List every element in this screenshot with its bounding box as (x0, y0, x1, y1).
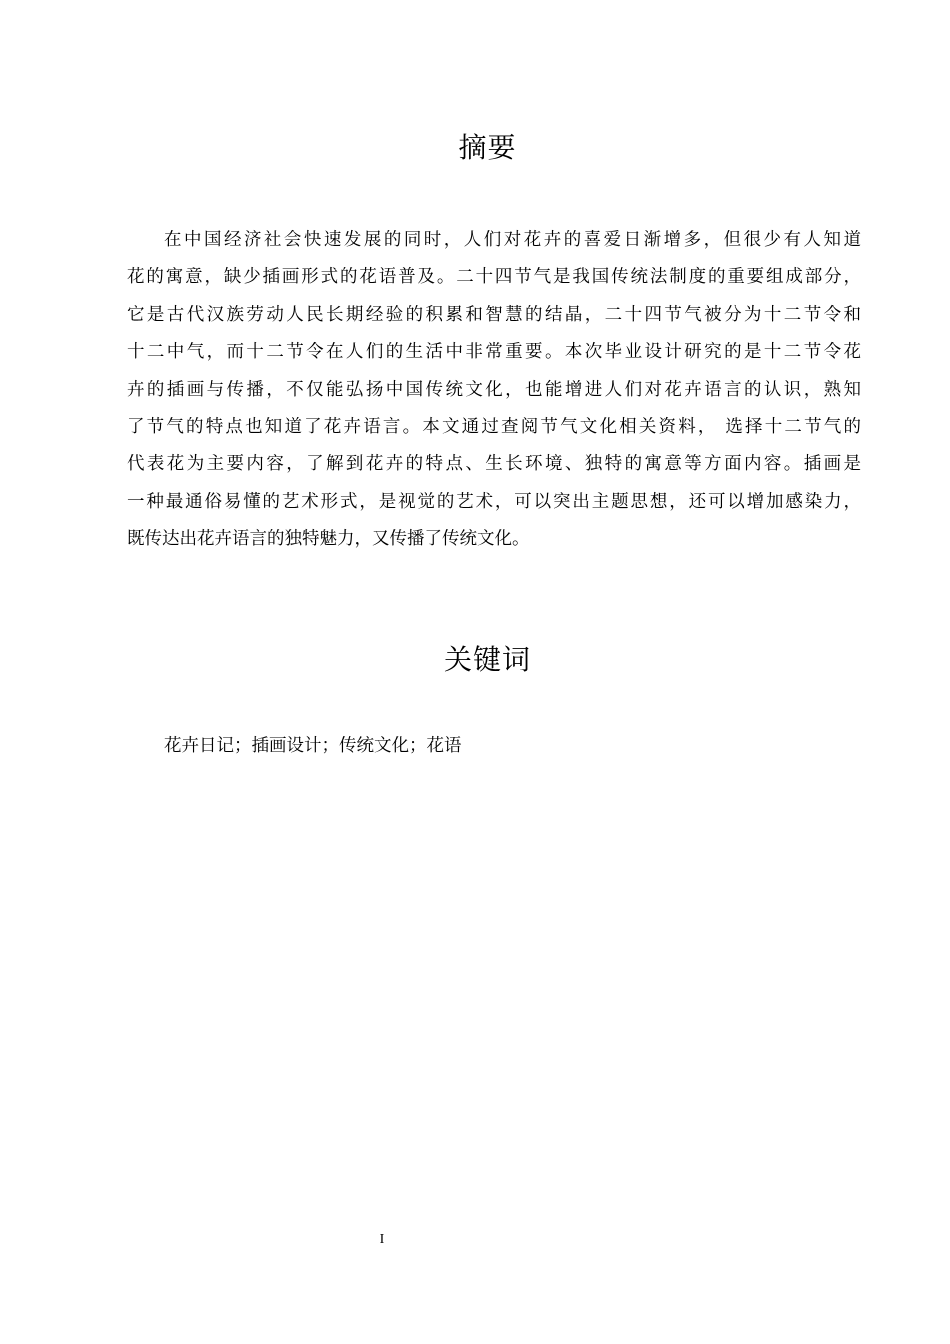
abstract-line-3: 它是古代汉族劳动人民长期经验的积累和智慧的结晶，二十四节气被分为十二节令和 (127, 304, 861, 325)
abstract-line-6: 了节气的特点也知道了花卉语言。本文通过查阅节气文化相关资料， 选择十二节气的 (127, 416, 861, 437)
abstract-line-8: 一种最通俗易懂的艺术形式，是视觉的艺术，可以突出主题思想，还可以增加感染力， (127, 491, 861, 512)
keywords-heading: 关键词 (443, 643, 531, 676)
abstract-line-1: 在中国经济社会快速发展的同时，人们对花卉的喜爱日渐增多，但很少有人知道 (164, 230, 861, 250)
abstract-line-5: 卉的插画与传播，不仅能弘扬中国传统文化，也能增进人们对花卉语言的认识，熟知 (127, 379, 861, 400)
abstract-body (127, 222, 861, 559)
abstract-heading: 摘要 (458, 131, 517, 164)
keywords-text: 花卉日记；插画设计；传统文化；花语 (164, 736, 462, 756)
abstract-line-7: 代表花为主要内容，了解到花卉的特点、生长环境、独特的寓意等方面内容。插画是 (127, 454, 861, 475)
abstract-line-4: 十二中气，而十二节令在人们的生活中非常重要。本次毕业设计研究的是十二节令花 (127, 342, 861, 363)
abstract-line-2: 花的寓意，缺少插画形式的花语普及。二十四节气是我国传统法制度的重要组成部分， (127, 267, 861, 288)
page-number: I (379, 1232, 385, 1247)
abstract-line-9: 既传达出花卉语言的独特魅力，又传播了传统文化。 (127, 529, 530, 550)
